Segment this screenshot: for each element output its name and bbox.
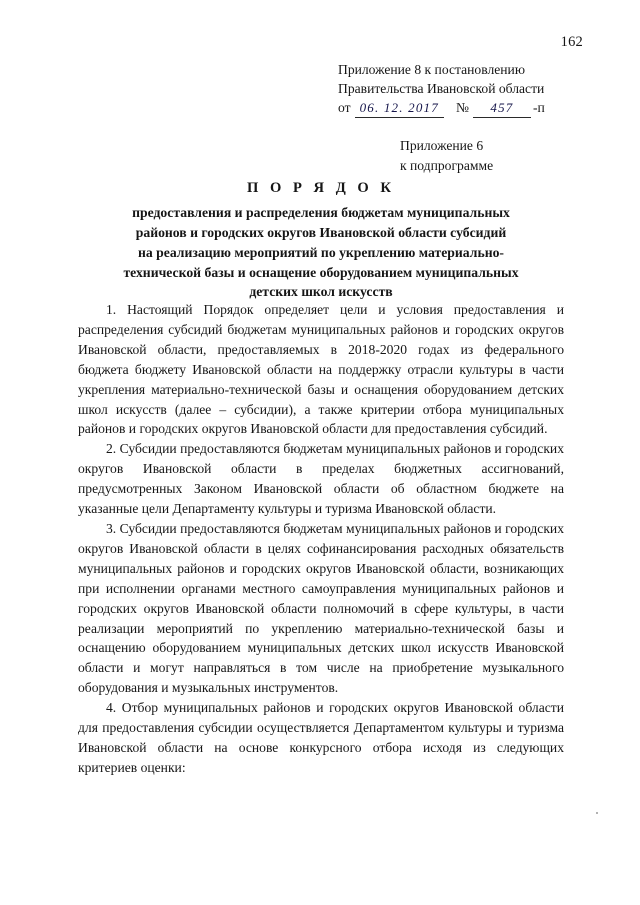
page-margin-mark <box>596 812 598 814</box>
number-value: 457 <box>473 100 531 118</box>
date-label: от <box>338 100 351 115</box>
document-body <box>78 300 564 778</box>
document-subtitle-line-3: на реализацию мероприятий по укреплению материально- <box>138 244 504 260</box>
document-subtitle-line-1: предоставления и распределения бюджетам муниципальных <box>132 205 510 220</box>
document-subtitle-line-4: технической базы и оснащение оборудованием муниципальных <box>123 264 519 280</box>
body-paragraph-4: 4. Отбор муниципальных районов и городских округов Ивановской области для предоставления субсидии осуществляется Департаментом культуры и туризма Ивановской области на основе конкурсного отбора исходя из следующих критериев оценки: <box>78 700 564 775</box>
subprogram-appendix <box>400 136 600 175</box>
document-title: П О Р Я Д О К <box>246 180 396 196</box>
body-paragraph-2: 2. Субсидии предоставляются бюджетам муниципальных районов и городских округов Ивановской области в пределах бюджетных ассигнований, предусмотренных Законом Ивановской области об областном бюджете на указанные цели Департаменту культуры и туризма Ивановской области. <box>78 441 564 517</box>
document-subtitle <box>78 203 564 302</box>
subprogram-appendix-line-1: Приложение 6 <box>400 138 484 153</box>
number-label: № <box>455 100 469 115</box>
body-paragraph-1: 1. Настоящий Порядок определяет цели и условия предоставления и распределения субсидий бюджетам муниципальных районов и городских округов Ивановской области, предоставляемых в 2018-2020 годах из федерального бюджета бюджету Ивановской области на поддержку отрасли культуры в части укрепления материально-технической базы и оснащения оборудованием детских школ искусств (далее – субсидии), а также критерии отбора муниципальных районов и городских округов Ивановской области для предоставления субсидий. <box>78 302 564 437</box>
subprogram-appendix-line-2: к подпрограмме <box>400 157 494 173</box>
appendix-header <box>338 60 586 99</box>
appendix-header-line-2: Правительства Ивановской области <box>338 81 545 97</box>
appendix-header-line-1: Приложение 8 к постановлению <box>338 62 525 77</box>
decree-date-number-line <box>338 100 598 118</box>
body-paragraph-3: 3. Субсидии предоставляются бюджетам муниципальных районов и городских округов Ивановской области в целях софинансирования расходных обязательств муниципальных районов и городских округов Ивановской области, возникающих при исполнении органами местного самоуправления муниципальных районов и городских округов Ивановской области полномочий в сфере культуры, в части реализации мероприятий по укреплению материально-технической базы и оснащению оборудованием муниципальных детских школ искусств Ивановской области и могут направляться в том числе на приобретение музыкального оборудования и музыкальных инструментов. <box>78 520 564 696</box>
page-number: 162 <box>560 34 583 50</box>
title-block <box>78 180 564 302</box>
date-value: 06. 12. 2017 <box>355 100 444 118</box>
document-subtitle-line-2: районов и городских округов Ивановской области субсидий <box>135 224 507 240</box>
number-suffix: -п <box>532 100 545 115</box>
document-subtitle-line-5: детских школ искусств <box>249 284 393 300</box>
